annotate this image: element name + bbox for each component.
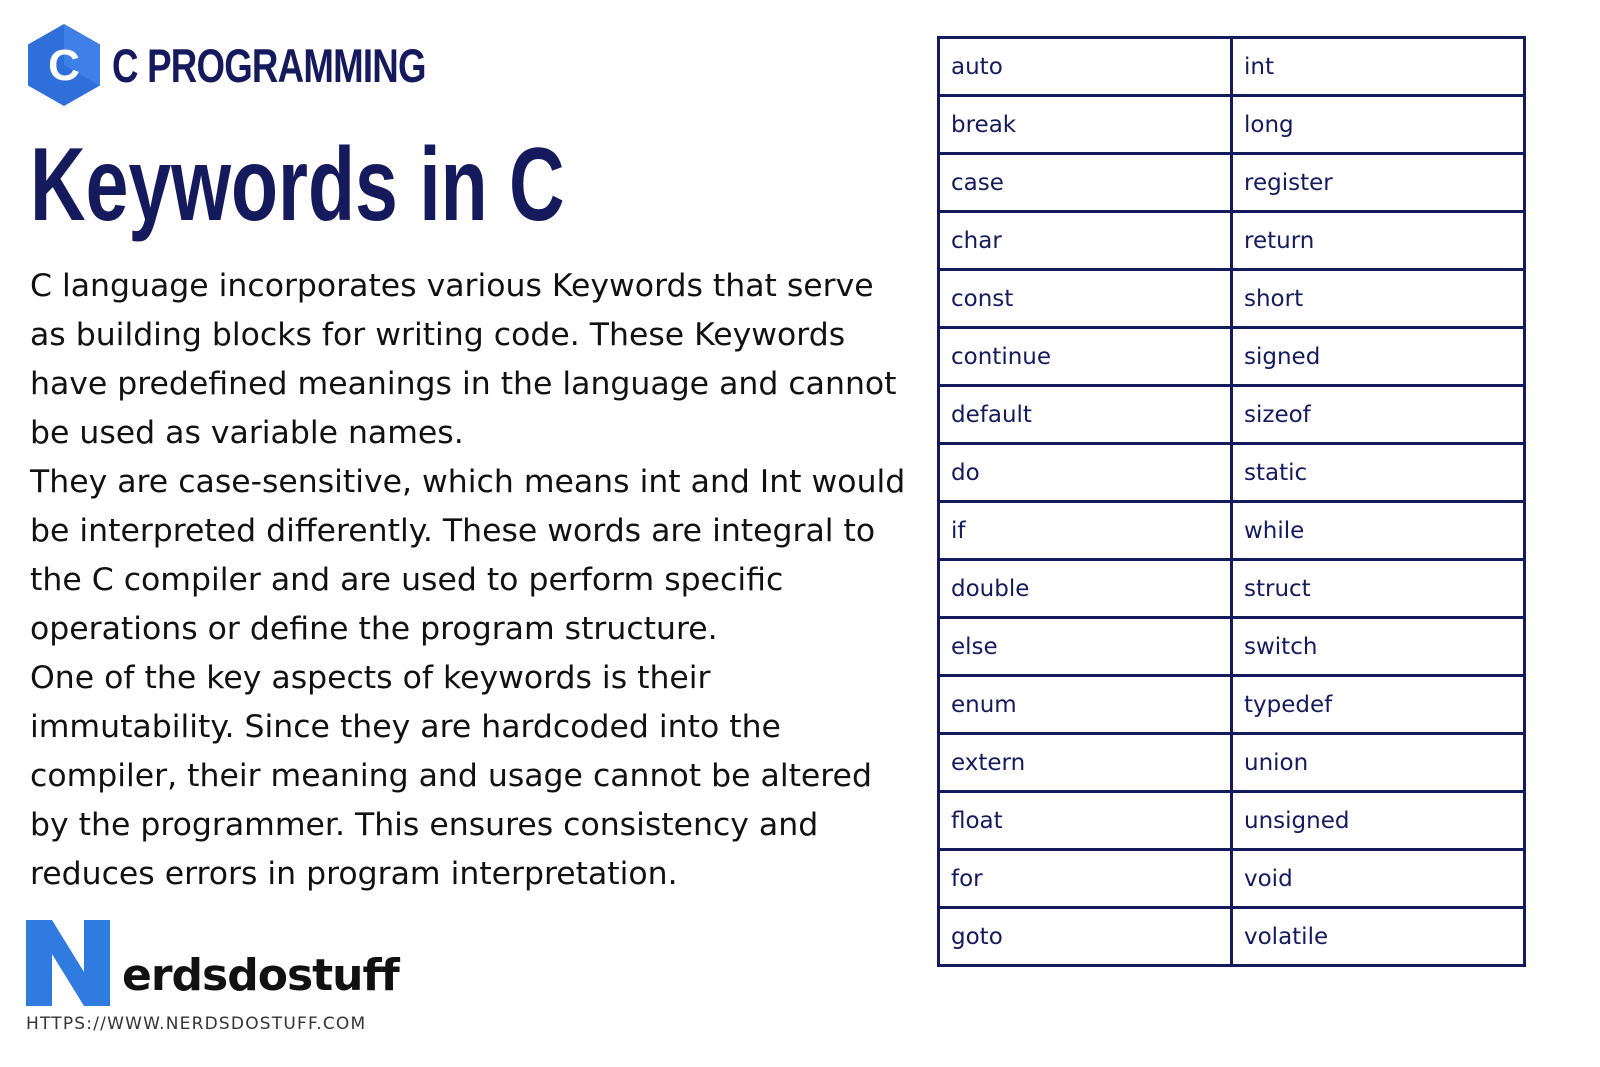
table-row xyxy=(939,734,1525,792)
table-row xyxy=(939,444,1525,502)
table-row xyxy=(939,502,1525,560)
table-row xyxy=(939,560,1525,618)
table-row xyxy=(939,386,1525,444)
keyword-cell: continue xyxy=(939,328,1232,386)
keyword-cell: double xyxy=(939,560,1232,618)
keyword-cell: long xyxy=(1232,96,1525,154)
keyword-cell: case xyxy=(939,154,1232,212)
keyword-cell: void xyxy=(1232,850,1525,908)
keyword-cell: extern xyxy=(939,734,1232,792)
table-row xyxy=(939,96,1525,154)
c-hexagon-icon xyxy=(26,22,102,108)
keyword-cell: else xyxy=(939,618,1232,676)
keyword-cell: return xyxy=(1232,212,1525,270)
logo-letter: C xyxy=(48,41,80,90)
table-row xyxy=(939,38,1525,96)
keyword-cell: for xyxy=(939,850,1232,908)
description-paragraph: C language incorporates various Keywords that serve as building blocks for writing code. These Keywords have predefined meanings in the language and cannot be used as variable names. xyxy=(30,268,897,451)
keyword-cell: struct xyxy=(1232,560,1525,618)
description xyxy=(30,262,910,899)
keywords-table xyxy=(937,36,1526,967)
keyword-cell: int xyxy=(1232,38,1525,96)
keyword-cell: volatile xyxy=(1232,908,1525,966)
keyword-cell: break xyxy=(939,96,1232,154)
keyword-cell: float xyxy=(939,792,1232,850)
nerdsdostuff-n-logo xyxy=(26,920,110,1006)
table-row xyxy=(939,618,1525,676)
table-row xyxy=(939,154,1525,212)
keyword-cell: union xyxy=(1232,734,1525,792)
table-row xyxy=(939,328,1525,386)
logo-wordmark: erdsdostuff xyxy=(122,950,399,1001)
table-row xyxy=(939,908,1525,966)
brand-title: C PROGRAMMING xyxy=(112,38,426,92)
keywords-table-body xyxy=(939,38,1525,966)
table-row xyxy=(939,270,1525,328)
page-title: Keywords in C xyxy=(30,127,565,243)
keyword-cell: sizeof xyxy=(1232,386,1525,444)
table-row xyxy=(939,792,1525,850)
header xyxy=(26,22,514,108)
keyword-cell: enum xyxy=(939,676,1232,734)
table-row xyxy=(939,212,1525,270)
site-url[interactable]: HTTPS://WWW.NERDSDOSTUFF.COM xyxy=(26,1014,367,1034)
table-row xyxy=(939,850,1525,908)
keyword-cell: typedef xyxy=(1232,676,1525,734)
keyword-cell: short xyxy=(1232,270,1525,328)
keyword-cell: default xyxy=(939,386,1232,444)
keyword-cell: static xyxy=(1232,444,1525,502)
table-row xyxy=(939,676,1525,734)
keyword-cell: char xyxy=(939,212,1232,270)
keyword-cell: const xyxy=(939,270,1232,328)
keyword-cell: goto xyxy=(939,908,1232,966)
keyword-cell: while xyxy=(1232,502,1525,560)
keyword-cell: auto xyxy=(939,38,1232,96)
footer-logo[interactable] xyxy=(26,920,446,1040)
keyword-cell: do xyxy=(939,444,1232,502)
description-paragraph: One of the key aspects of keywords is their immutability. Since they are hardcoded into the compiler, their meaning and usage cannot be altered by the programmer. This ensures consistency and reduces errors in program interpretation. xyxy=(30,660,872,892)
description-paragraph: They are case-sensitive, which means int and Int would be interpreted differently. These words are integral to the C compiler and are used to perform specific operations or define the program structure. xyxy=(30,464,906,647)
keyword-cell: if xyxy=(939,502,1232,560)
keyword-cell: unsigned xyxy=(1232,792,1525,850)
keyword-cell: register xyxy=(1232,154,1525,212)
keyword-cell: switch xyxy=(1232,618,1525,676)
keyword-cell: signed xyxy=(1232,328,1525,386)
